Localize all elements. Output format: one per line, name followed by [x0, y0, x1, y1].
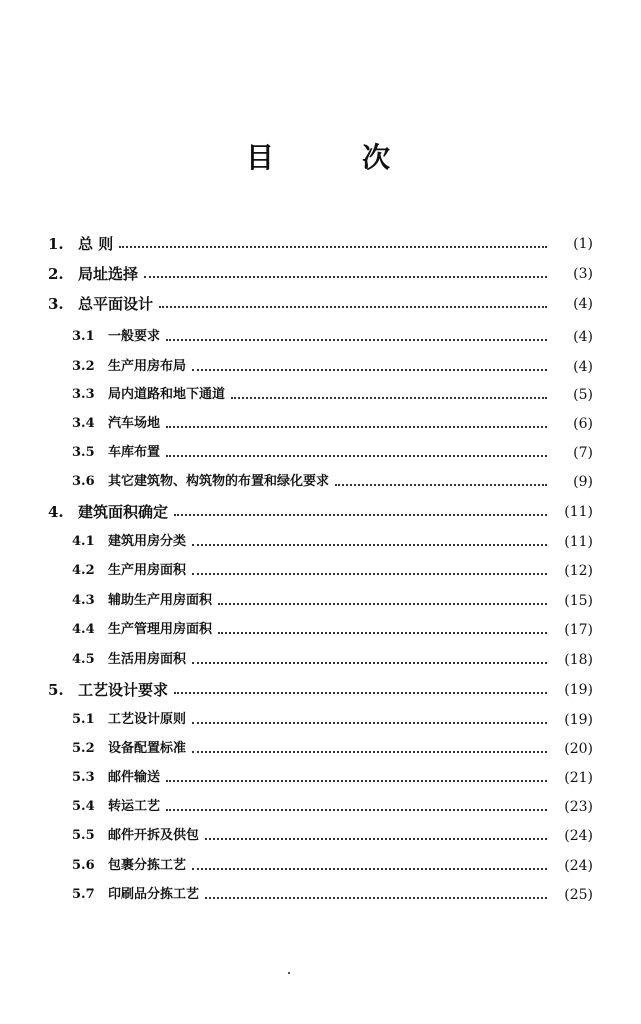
- toc-entry-number: 5.6: [72, 858, 95, 873]
- toc-entry-title: 生产用房布局: [108, 359, 187, 374]
- toc-dot-leader: [192, 544, 547, 546]
- toc-entry-number: 5.: [48, 681, 64, 699]
- toc-entry-title: 辅助生产用房面积: [108, 593, 213, 608]
- toc-entry-page: (11): [564, 504, 593, 520]
- toc-dot-leader: [192, 662, 547, 664]
- toc-dot-leader: [166, 780, 547, 782]
- toc-entry-number: 3.: [48, 295, 64, 313]
- toc-dot-leader: [192, 573, 547, 575]
- toc-entry-page: (24): [564, 828, 593, 844]
- toc-entry: [48, 292, 593, 316]
- toc-entry: [72, 325, 593, 349]
- toc-entry-page: (6): [573, 416, 593, 432]
- toc-entry-number: 3.3: [72, 387, 95, 402]
- toc-entry-title: 生产管理用房面积: [108, 622, 213, 637]
- toc-entry: [72, 766, 593, 790]
- toc-entry: [72, 854, 593, 878]
- toc-entry-page: (20): [564, 741, 593, 757]
- toc-entry-title: 邮件开拆及供包: [108, 828, 200, 843]
- toc-dot-leader: [166, 809, 547, 811]
- toc-entry: [48, 262, 593, 286]
- toc-entry-title: 印刷品分拣工艺: [108, 887, 200, 902]
- toc-entry-page: (4): [573, 359, 593, 375]
- toc-entry-title: 工艺设计要求: [78, 681, 169, 699]
- toc-entry: [48, 500, 593, 524]
- toc-entry-page: (15): [564, 593, 593, 609]
- toc-dot-leader: [174, 692, 547, 694]
- toc-dot-leader: [218, 603, 547, 605]
- toc-entry: [72, 530, 593, 554]
- toc-entry-page: (3): [573, 266, 593, 282]
- toc-entry-number: 4.1: [72, 534, 95, 549]
- toc-entry-page: (25): [564, 887, 593, 903]
- toc-entry-page: (1): [573, 236, 593, 252]
- toc-dot-leader: [166, 339, 547, 341]
- toc-entry-title: 邮件输送: [108, 770, 161, 785]
- toc-entry-number: 5.5: [72, 828, 95, 843]
- toc-entry-number: 5.4: [72, 799, 95, 814]
- toc-entry-number: 3.5: [72, 445, 95, 460]
- toc-dot-leader: [192, 868, 547, 870]
- toc-entry: [72, 589, 593, 613]
- toc-entry-number: 3.1: [72, 329, 95, 344]
- toc-entry-page: (7): [573, 445, 593, 461]
- toc-entry-page: (19): [564, 682, 593, 698]
- toc-entry: [72, 883, 593, 907]
- toc-dot-leader: [192, 751, 547, 753]
- toc-entry-title: 生活用房面积: [108, 652, 187, 667]
- toc-entry-title: 生产用房面积: [108, 563, 187, 578]
- toc-entry-title: 一般要求: [108, 329, 161, 344]
- toc-entry-page: (18): [564, 652, 593, 668]
- toc-entry-number: 5.1: [72, 712, 95, 727]
- toc-entry-number: 4.5: [72, 652, 95, 667]
- toc-entry-title: 汽车场地: [108, 416, 161, 431]
- toc-entry-number: 3.2: [72, 359, 95, 374]
- toc-entry-number: 5.3: [72, 770, 95, 785]
- toc-entry-title: 包裹分拣工艺: [108, 858, 187, 873]
- toc-entry-number: 5.7: [72, 887, 95, 902]
- toc-entry-title: 工艺设计原则: [108, 712, 187, 727]
- toc-entry-title: 转运工艺: [108, 799, 161, 814]
- toc-dot-leader: [166, 455, 547, 457]
- toc-dot-leader: [166, 426, 547, 428]
- toc-entry-number: 3.6: [72, 474, 95, 489]
- toc-dot-leader: [205, 838, 547, 840]
- toc-entry-page: (24): [564, 858, 593, 874]
- toc-entry-number: 4.4: [72, 622, 95, 637]
- toc-dot-leader: [192, 369, 547, 371]
- toc-dot-leader: [335, 484, 547, 486]
- toc-entry-page: (23): [564, 799, 593, 815]
- toc-entry-title: 设备配置标准: [108, 741, 187, 756]
- toc-entry-number: 4.: [48, 503, 64, 521]
- toc-entry-number: 3.4: [72, 416, 95, 431]
- toc-dot-leader: [205, 897, 547, 899]
- toc-entry-title: 其它建筑物、构筑物的布置和绿化要求: [108, 474, 330, 489]
- toc-entry: [72, 355, 593, 379]
- toc-entry: [72, 737, 593, 761]
- toc-dot-leader: [144, 276, 547, 278]
- toc-entry-title: 总 则: [78, 235, 114, 253]
- toc-entry-page: (21): [564, 770, 593, 786]
- toc-entry: [72, 441, 593, 465]
- toc-entry-number: 2.: [48, 265, 64, 283]
- toc-dot-leader: [231, 397, 547, 399]
- toc-entry: [72, 618, 593, 642]
- page-title: [0, 138, 641, 178]
- print-speck: [288, 972, 290, 974]
- toc-entry-page: (11): [564, 534, 593, 550]
- toc-entry-title: 局址选择: [78, 265, 139, 283]
- toc-entry-page: (5): [573, 387, 593, 403]
- toc-dot-leader: [174, 514, 547, 516]
- toc-entry: [72, 412, 593, 436]
- title-char-1: 目: [246, 141, 275, 174]
- toc-entry-page: (19): [564, 712, 593, 728]
- toc-entry-number: 5.2: [72, 741, 95, 756]
- toc-entry: [72, 708, 593, 732]
- toc-entry-title: 总平面设计: [78, 295, 154, 313]
- toc-dot-leader: [119, 246, 547, 248]
- toc-dot-leader: [192, 722, 547, 724]
- toc-entry-title: 建筑用房分类: [108, 534, 187, 549]
- toc-entry-title: 车库布置: [108, 445, 161, 460]
- toc-entry: [48, 678, 593, 702]
- toc-entry: [72, 383, 593, 407]
- toc-entry-page: (4): [573, 329, 593, 345]
- title-char-2: 次: [362, 141, 391, 174]
- toc-entry: [72, 648, 593, 672]
- toc-entry: [48, 232, 593, 256]
- toc-entry: [72, 559, 593, 583]
- toc-entry-page: (12): [564, 563, 593, 579]
- toc-entry-number: 4.3: [72, 593, 95, 608]
- toc-entry-page: (17): [564, 622, 593, 638]
- toc-entry: [72, 470, 593, 494]
- toc-entry-number: 4.2: [72, 563, 95, 578]
- toc-entry-page: (4): [573, 296, 593, 312]
- toc-dot-leader: [218, 632, 547, 634]
- toc-entry: [72, 824, 593, 848]
- toc-entry-title: 局内道路和地下通道: [108, 387, 226, 402]
- toc-entry: [72, 795, 593, 819]
- toc-entry-page: (9): [573, 474, 593, 490]
- toc-entry-title: 建筑面积确定: [78, 503, 169, 521]
- toc-entry-number: 1.: [48, 235, 64, 253]
- toc-dot-leader: [159, 306, 547, 308]
